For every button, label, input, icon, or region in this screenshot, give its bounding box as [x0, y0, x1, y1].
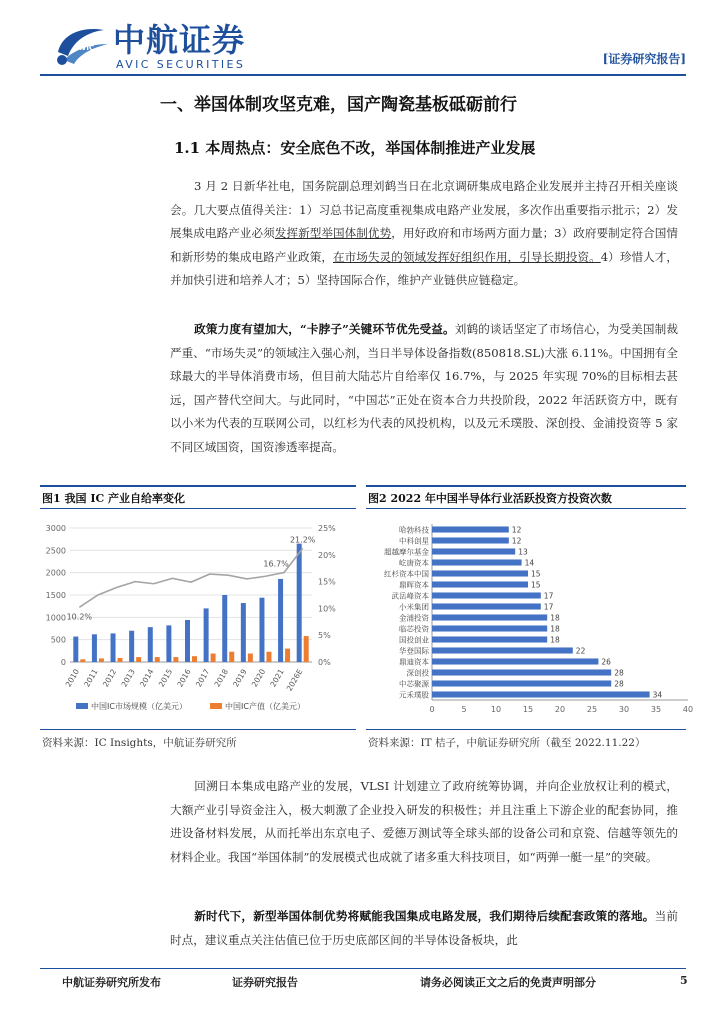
- fig2-bar: [432, 658, 598, 664]
- fig1-bar-output: [192, 656, 197, 662]
- fig1-bar-market: [129, 631, 134, 662]
- fig1-left-tick: 500: [50, 635, 66, 645]
- fig1-bar-output: [229, 652, 234, 662]
- fig2-bar: [432, 636, 547, 642]
- svg-text:AVIC: AVIC: [76, 44, 95, 52]
- fig2-value-label: 34: [652, 690, 663, 700]
- footer-publisher: 中航证券研究所发布: [62, 976, 161, 989]
- fig1-left-tick: 1000: [45, 613, 66, 623]
- fig1-title: 图1 我国 IC 产业自给率变化: [42, 492, 186, 505]
- paragraph-4-lead: 新时代下，新型举国体制优势将赋能我国集成电路发展，我们期待后续配套政策的落地。: [194, 909, 655, 923]
- fig2-bar: [432, 592, 541, 598]
- fig2-value-label: 28: [614, 668, 624, 678]
- fig2-value-label: 13: [518, 547, 528, 557]
- page-number: 5: [680, 974, 688, 987]
- underline-phrase-1: 发挥新型举国体制优势: [274, 226, 392, 240]
- fig2-value-label: 28: [614, 679, 624, 689]
- fig1-right-tick: 25%: [318, 524, 336, 533]
- fig1-bar-output: [266, 652, 271, 662]
- fig1-x-tick: 2018: [212, 667, 230, 689]
- fig1-bar-output: [173, 657, 178, 662]
- page-header: [0, 0, 724, 82]
- fig1-title-rule: [40, 508, 356, 509]
- fig1-x-tick: 2026E: [284, 667, 305, 693]
- fig1-x-tick: 2013: [119, 667, 137, 689]
- fig2-bar: [432, 680, 611, 686]
- fig2-bar: [432, 614, 547, 620]
- fig1-legend-market: 中国IC市场规模（亿美元）: [91, 702, 187, 711]
- fig1-bar-market: [278, 579, 283, 662]
- fig2-bar: [432, 603, 541, 609]
- fig1-bar-market: [259, 598, 264, 662]
- fig1-bar-output: [285, 649, 290, 662]
- fig2-value-label: 17: [543, 591, 554, 601]
- fig1-right-tick: 20%: [318, 550, 336, 560]
- fig2-value-label: 14: [524, 558, 535, 568]
- paragraph-1: 3 月 2 日新华社电，国务院副总理刘鹤当日在北京调研集成电路企业发展并主持召开相关座谈会。几大要点值得关注：1）习总书记高度重视集成电路产业发展，多次作出重要指示批示；2）发展集成电路产业必须发挥新型举国体制优势，用好政府和市场两方面力量；3）政府要制定符合国情和新形势的集成电路产业政策，在市场失灵的领域发挥好组织作用，引导长期投资。4）珍惜人才，并加快引进和培养人才；5）坚持国际合作，维护产业链供应链稳定。: [170, 179, 678, 287]
- fig2-x-tick: 40: [682, 705, 694, 714]
- fig1-bar-market: [185, 620, 190, 662]
- fig1-data-label: 16.7%: [263, 559, 289, 569]
- footer-report-type: 证券研究报告: [232, 976, 298, 989]
- fig2-x-tick: 15: [522, 705, 534, 714]
- fig2-value-label: 12: [511, 536, 522, 546]
- fig2-title: 图2 2022 年中国半导体行业活跃投资方投资次数: [368, 492, 612, 505]
- fig2-bar: [432, 559, 522, 565]
- fig2-value-label: 18: [550, 624, 560, 634]
- fig1-source: 资料来源：IC Insights，中航证券研究所: [42, 737, 237, 749]
- fig2-bar: [432, 669, 611, 675]
- fig2-x-tick: 5: [461, 705, 467, 714]
- fig1-x-tick: 2016: [175, 667, 193, 689]
- paragraph-2: 政策力度有望加大，“卡脖子”关键环节优先受益。刘鹤的谈话坚定了市场信心，为受美国制裁严重、“市场失灵”的领域注入强心剂，当日半导体设备指数(850818.SL)大涨 6.11%。中国拥有全球最大的半导体消费市场，但目前大陆芯片自给率仅 16.7%，与 2025 年实现 70%的目标相去甚远，国产替代空间大。与此同时，“中国芯”正处在资本合力共投阶段，2022 年活跃资方中，既有以小米为代表的互联网公司，以红杉为代表的风投机构，以及元禾璞股、深创投、金浦投资等 5 家不同区域国资，国资渗透率提高。: [170, 322, 678, 454]
- fig2-value-label: 12: [511, 525, 522, 535]
- fig2-x-tick: 35: [650, 705, 662, 714]
- fig1-data-label: 10.2%: [66, 612, 93, 622]
- fig1-right-tick: 10%: [318, 604, 336, 614]
- fig2-x-tick: 10: [490, 705, 502, 714]
- fig1-x-tick: 2010: [63, 667, 82, 689]
- fig2-value-label: 22: [575, 646, 586, 656]
- fig1-x-tick: 2020: [249, 667, 268, 689]
- fig1-legend-swatch-output: [210, 703, 222, 709]
- fig2-x-tick: 25: [586, 705, 598, 714]
- fig1-top-rule: [40, 485, 356, 487]
- fig1-legend-swatch-market: [76, 703, 88, 709]
- fig1-x-tick: 2011: [82, 667, 100, 689]
- fig2-category-label: 超越摩尔基金: [384, 547, 429, 557]
- fig1-bar-market: [204, 608, 209, 662]
- fig1-x-tick: 2021: [268, 667, 286, 689]
- fig1-bar-output: [155, 657, 160, 662]
- ic-self-sufficiency-chart: [30, 512, 360, 727]
- paragraph-3: 回溯日本集成电路产业的发展，VLSI 计划建立了政府统筹协调，并向企业放权让利的模式，大额产业引导资金注入，极大刺激了企业投入研发的积极性；并且注重上下游企业的配套协同，推进设备材料发展，从而托举出东京电子、爱德万测试等全球头部的设备公司和京瓷、信越等领先的材料企业。我国“举国体制”的发展模式也成就了诸多重大科技项目，如“两弹一艇一星”的突破。: [170, 779, 678, 864]
- logo-english-name: AVIC SECURITIES: [116, 58, 246, 71]
- fig2-category-label: 哈勃科技: [399, 525, 429, 535]
- fig2-category-label: 鼎迪资本: [399, 657, 429, 667]
- fig1-left-tick: 1500: [45, 591, 66, 600]
- fig1-bar-output: [211, 654, 216, 662]
- fig1-bottom-rule: [40, 729, 356, 730]
- fig1-bar-output: [304, 636, 309, 662]
- fig2-bar: [432, 570, 528, 576]
- fig1-bar-output: [80, 659, 85, 662]
- fig2-title-rule: [366, 508, 686, 509]
- fig2-bar: [432, 537, 509, 543]
- fig1-x-tick: 2019: [231, 667, 249, 689]
- avic-logo-icon: [52, 22, 110, 68]
- fig2-bar: [432, 625, 547, 631]
- fig1-bar-market: [166, 625, 171, 662]
- fig1-bar-market: [73, 637, 78, 662]
- fig1-ratio-line: [79, 548, 302, 607]
- fig1-bar-market: [297, 544, 302, 662]
- fig2-bar: [432, 691, 650, 697]
- fig1-x-tick: 2014: [138, 667, 156, 689]
- paragraph-4: 新时代下，新型举国体制优势将赋能我国集成电路发展，我们期待后续配套政策的落地。当前时点，建议重点关注估值已位于历史底部区间的半导体设备板块，此: [170, 909, 678, 947]
- fig1-bar-market: [222, 595, 227, 662]
- report-type-tag: [证券研究报告]: [602, 52, 686, 66]
- fig2-bar: [432, 548, 515, 554]
- fig2-value-label: 15: [531, 580, 541, 590]
- fig2-category-label: 武岳峰资本: [391, 591, 429, 601]
- fig2-source: 资料来源：IT 桔子，中航证券研究所（截至 2022.11.22）: [368, 737, 646, 749]
- active-investors-chart: [360, 512, 694, 727]
- fig2-category-label: 华登国际: [399, 646, 429, 656]
- fig2-bar: [432, 581, 528, 587]
- fig2-x-tick: 20: [554, 705, 566, 714]
- fig1-bar-market: [241, 603, 246, 662]
- fig1-bar-output: [136, 657, 141, 662]
- fig2-category-label: 小米集团: [399, 602, 429, 612]
- fig2-category-label: 国投创业: [399, 635, 429, 645]
- fig2-category-label: 屹唐资本: [399, 558, 429, 568]
- fig1-right-tick: 0%: [318, 658, 331, 667]
- fig2-category-label: 鼎晖资本: [399, 580, 429, 590]
- fig2-bottom-rule: [366, 729, 686, 730]
- fig1-x-tick: 2017: [194, 667, 212, 689]
- fig2-value-label: 18: [550, 635, 560, 645]
- header-divider: [40, 74, 686, 76]
- fig1-bar-market: [148, 627, 153, 662]
- fig1-left-tick: 0: [60, 658, 66, 667]
- fig1-left-tick: 2500: [45, 546, 66, 556]
- fig1-bar-market: [92, 634, 97, 662]
- fig2-category-label: 深创投: [406, 668, 429, 678]
- fig2-bar: [432, 526, 509, 532]
- fig1-left-tick: 3000: [45, 524, 66, 533]
- footer-disclaimer: 请务必阅读正文之后的免责声明部分: [420, 976, 596, 989]
- fig2-value-label: 17: [543, 602, 554, 612]
- fig2-top-rule: [366, 485, 686, 487]
- fig2-category-label: 金浦投资: [399, 613, 429, 623]
- fig1-bar-market: [111, 633, 116, 662]
- fig1-data-label: 21.2%: [289, 535, 316, 545]
- fig1-right-tick: 5%: [318, 631, 331, 641]
- fig2-bar: [432, 647, 573, 653]
- fig1-legend-output: 中国IC产值（亿美元）: [225, 702, 305, 711]
- fig2-category-label: 红杉资本中国: [384, 569, 429, 579]
- fig1-right-tick: 15%: [318, 577, 336, 587]
- fig1-bar-output: [118, 658, 123, 662]
- fig2-x-tick: 30: [618, 705, 630, 714]
- fig1-left-tick: 2000: [45, 568, 66, 578]
- fig1-x-tick: 2015: [156, 667, 175, 689]
- section-title: 一、举国体制攻坚克难，国产陶瓷基板砥砺前行: [160, 95, 517, 115]
- fig2-value-label: 26: [601, 657, 611, 667]
- paragraph-2-lead: 政策力度有望加大，“卡脖子”关键环节优先受益。: [194, 322, 455, 336]
- logo-chinese-name: 中航证券: [113, 21, 246, 59]
- fig1-x-tick: 2012: [100, 667, 119, 689]
- fig2-category-label: 临芯投资: [399, 624, 429, 634]
- fig1-bar-output: [99, 658, 104, 662]
- fig2-value-label: 18: [550, 613, 560, 623]
- fig2-value-label: 15: [531, 569, 541, 579]
- fig2-category-label: 元禾璞股: [399, 690, 429, 700]
- fig2-x-tick: 0: [429, 705, 435, 714]
- footer-divider: [40, 968, 686, 969]
- subsection-title: 1.1 本周热点：安全底色不改，举国体制推进产业发展: [174, 139, 536, 157]
- fig1-bar-output: [248, 654, 253, 662]
- underline-phrase-2: 在市场失灵的领域发挥好组织作用，引导长期投资。: [332, 249, 601, 264]
- fig2-category-label: 中科创星: [399, 536, 429, 546]
- fig2-category-label: 中芯聚源: [399, 679, 429, 689]
